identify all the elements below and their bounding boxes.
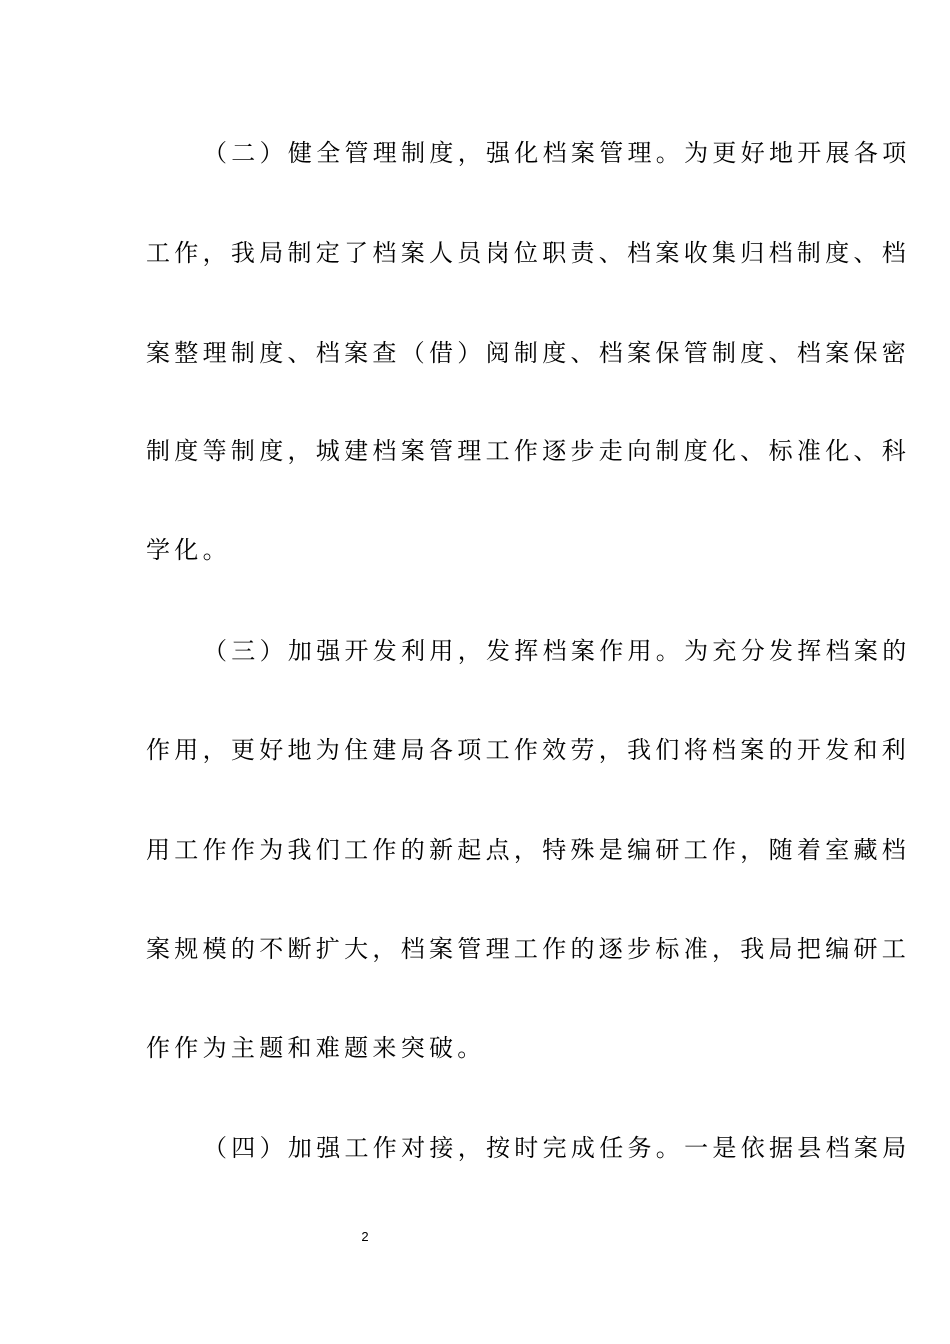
- paragraph-3-line-5: 作作为主题和难题来突破。: [146, 1034, 486, 1062]
- paragraph-2-line-1: （二）健全管理制度，强化档案管理。为更好地开展各项: [203, 139, 911, 167]
- paragraph-3-line-2: 作用，更好地为住建局各项工作效劳，我们将档案的开发和利: [146, 736, 911, 764]
- paragraph-4-line-1: （四）加强工作对接，按时完成任务。一是依据县档案局: [203, 1134, 911, 1162]
- paragraph-2-line-4: 制度等制度，城建档案管理工作逐步走向制度化、标准化、科: [146, 437, 911, 465]
- paragraph-2-line-5: 学化。: [146, 536, 231, 564]
- paragraph-3-line-1: （三）加强开发利用，发挥档案作用。为充分发挥档案的: [203, 637, 911, 665]
- paragraph-3-line-4: 案规模的不断扩大，档案管理工作的逐步标准，我局把编研工: [146, 935, 911, 963]
- paragraph-2-line-3: 案整理制度、档案查（借）阅制度、档案保管制度、档案保密: [146, 339, 911, 367]
- paragraph-3-line-3: 用工作作为我们工作的新起点，特殊是编研工作，随着室藏档: [146, 836, 911, 864]
- page-number: 2: [361, 1229, 369, 1244]
- paragraph-2-line-2: 工作，我局制定了档案人员岗位职责、档案收集归档制度、档: [146, 239, 911, 267]
